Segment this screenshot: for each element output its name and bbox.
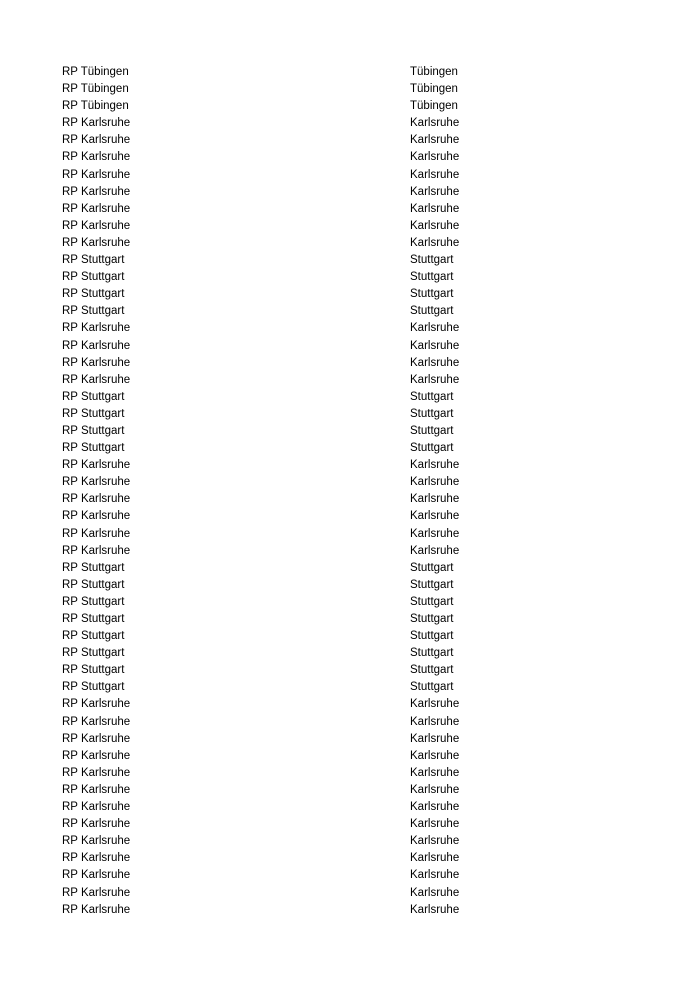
region-cell: RP Stuttgart [62, 561, 125, 574]
table-row [0, 338, 700, 355]
table-row [0, 645, 700, 662]
region-cell: RP Karlsruhe [62, 903, 131, 916]
city-cell: Stuttgart [410, 271, 454, 284]
table-row [0, 474, 700, 491]
table-row [0, 714, 700, 731]
city-cell: Tübingen [410, 66, 458, 78]
region-cell: RP Stuttgart [62, 390, 125, 403]
region-cell: RP Stuttgart [62, 613, 125, 625]
region-cell: RP Karlsruhe [62, 886, 131, 899]
city-cell: Stuttgart [410, 578, 454, 591]
city-cell: Stuttgart [410, 613, 454, 625]
region-cell: RP Karlsruhe [62, 698, 131, 711]
region-cell: RP Karlsruhe [62, 732, 131, 745]
region-cell: RP Stuttgart [62, 305, 125, 318]
table-row [0, 184, 700, 201]
city-cell: Karlsruhe [410, 236, 460, 249]
city-cell: Karlsruhe [410, 202, 460, 215]
city-cell: Karlsruhe [410, 493, 460, 506]
table-row [0, 64, 700, 81]
city-cell: Karlsruhe [410, 527, 460, 540]
city-cell: Stuttgart [410, 390, 454, 403]
table-row [0, 594, 700, 611]
city-cell: Karlsruhe [410, 801, 460, 814]
region-cell: RP Karlsruhe [62, 783, 131, 796]
city-cell: Karlsruhe [410, 766, 460, 779]
city-cell: Stuttgart [410, 630, 454, 643]
region-cell: RP Karlsruhe [62, 835, 131, 848]
city-cell: Karlsruhe [410, 732, 460, 745]
region-cell: RP Stuttgart [62, 442, 125, 455]
region-cell: RP Karlsruhe [62, 510, 131, 523]
table-row [0, 696, 700, 713]
city-cell: Stuttgart [410, 305, 454, 318]
table-row [0, 560, 700, 577]
city-cell: Karlsruhe [410, 339, 460, 352]
region-cell: RP Stuttgart [62, 647, 125, 660]
region-cell: RP Karlsruhe [62, 852, 131, 865]
region-cell: RP Tübingen [62, 66, 129, 78]
region-cell: RP Karlsruhe [62, 527, 131, 540]
table-row [0, 269, 700, 286]
region-cell: RP Karlsruhe [62, 219, 131, 232]
region-cell: RP Stuttgart [62, 664, 125, 677]
city-cell: Karlsruhe [410, 698, 460, 711]
region-cell: RP Stuttgart [62, 595, 125, 608]
table-row [0, 508, 700, 525]
table-row [0, 833, 700, 850]
table-row [0, 389, 700, 406]
table-row [0, 885, 700, 902]
city-cell: Karlsruhe [410, 219, 460, 232]
city-cell: Stuttgart [410, 288, 454, 301]
region-cell: RP Karlsruhe [62, 459, 131, 472]
city-cell: Karlsruhe [410, 715, 460, 728]
city-cell: Karlsruhe [410, 373, 460, 386]
city-cell: Karlsruhe [410, 185, 460, 198]
table-row [0, 731, 700, 748]
city-cell: Tübingen [410, 83, 458, 96]
table-row [0, 748, 700, 765]
table-row [0, 543, 700, 560]
city-cell: Karlsruhe [410, 869, 460, 882]
region-cell: RP Karlsruhe [62, 236, 131, 249]
city-cell: Karlsruhe [410, 903, 460, 916]
table-row [0, 98, 700, 115]
table-row [0, 132, 700, 149]
region-cell: RP Karlsruhe [62, 869, 131, 882]
table-row [0, 355, 700, 372]
region-cell: RP Stuttgart [62, 681, 125, 694]
region-cell: RP Karlsruhe [62, 134, 131, 147]
city-cell: Stuttgart [410, 595, 454, 608]
table-row [0, 235, 700, 252]
region-cell: RP Karlsruhe [62, 185, 131, 198]
table-row [0, 662, 700, 679]
region-cell: RP Tübingen [62, 100, 129, 113]
table-row [0, 167, 700, 184]
table-row [0, 816, 700, 833]
table-row [0, 867, 700, 884]
table-row [0, 782, 700, 799]
table-row [0, 81, 700, 98]
table-row [0, 628, 700, 645]
table-row [0, 577, 700, 594]
table-row [0, 799, 700, 816]
table-row [0, 850, 700, 867]
region-cell: RP Karlsruhe [62, 749, 131, 762]
city-cell: Tübingen [410, 100, 458, 113]
region-cell: RP Karlsruhe [62, 476, 131, 489]
city-cell: Karlsruhe [410, 134, 460, 147]
region-cell: RP Karlsruhe [62, 715, 131, 728]
city-cell: Karlsruhe [410, 783, 460, 796]
city-cell: Karlsruhe [410, 476, 460, 489]
city-cell: Karlsruhe [410, 168, 460, 181]
region-cell: RP Karlsruhe [62, 339, 131, 352]
city-cell: Karlsruhe [410, 852, 460, 865]
table-row [0, 218, 700, 235]
region-cell: RP Stuttgart [62, 288, 125, 301]
table-row [0, 611, 700, 628]
region-cell: RP Stuttgart [62, 407, 125, 420]
city-cell: Karlsruhe [410, 151, 460, 164]
region-cell: RP Karlsruhe [62, 544, 131, 557]
city-cell: Karlsruhe [410, 886, 460, 899]
table-row [0, 902, 700, 919]
region-cell: RP Tübingen [62, 83, 129, 96]
table-row [0, 491, 700, 508]
region-cell: RP Karlsruhe [62, 766, 131, 779]
table-row [0, 440, 700, 457]
region-cell: RP Karlsruhe [62, 818, 131, 831]
document-table [0, 64, 700, 919]
city-cell: Stuttgart [410, 647, 454, 660]
region-cell: RP Karlsruhe [62, 322, 131, 335]
table-row [0, 765, 700, 782]
city-cell: Karlsruhe [410, 749, 460, 762]
region-cell: RP Stuttgart [62, 271, 125, 284]
region-cell: RP Karlsruhe [62, 151, 131, 164]
table-row [0, 320, 700, 337]
region-cell: RP Karlsruhe [62, 202, 131, 215]
city-cell: Karlsruhe [410, 818, 460, 831]
region-cell: RP Karlsruhe [62, 168, 131, 181]
region-cell: RP Karlsruhe [62, 801, 131, 814]
region-cell: RP Karlsruhe [62, 493, 131, 506]
table-row [0, 286, 700, 303]
city-cell: Stuttgart [410, 254, 454, 267]
region-cell: RP Stuttgart [62, 630, 125, 643]
table-row [0, 406, 700, 423]
city-cell: Stuttgart [410, 681, 454, 694]
city-cell: Stuttgart [410, 442, 454, 455]
city-cell: Stuttgart [410, 424, 454, 437]
city-cell: Stuttgart [410, 561, 454, 574]
table-row [0, 423, 700, 440]
table-row [0, 115, 700, 132]
table-row [0, 372, 700, 389]
city-cell: Karlsruhe [410, 459, 460, 472]
region-cell: RP Stuttgart [62, 578, 125, 591]
city-cell: Karlsruhe [410, 117, 460, 130]
table-row [0, 303, 700, 320]
table-row [0, 252, 700, 269]
table-row [0, 201, 700, 218]
region-cell: RP Stuttgart [62, 424, 125, 437]
table-row [0, 679, 700, 696]
city-cell: Stuttgart [410, 664, 454, 677]
city-cell: Karlsruhe [410, 356, 460, 369]
city-cell: Stuttgart [410, 407, 454, 420]
city-cell: Karlsruhe [410, 835, 460, 848]
city-cell: Karlsruhe [410, 510, 460, 523]
region-cell: RP Karlsruhe [62, 356, 131, 369]
table-row [0, 526, 700, 543]
region-cell: RP Karlsruhe [62, 373, 131, 386]
region-cell: RP Stuttgart [62, 254, 125, 267]
table-row [0, 457, 700, 474]
table-row [0, 149, 700, 166]
city-cell: Karlsruhe [410, 322, 460, 335]
region-cell: RP Karlsruhe [62, 117, 131, 130]
city-cell: Karlsruhe [410, 544, 460, 557]
